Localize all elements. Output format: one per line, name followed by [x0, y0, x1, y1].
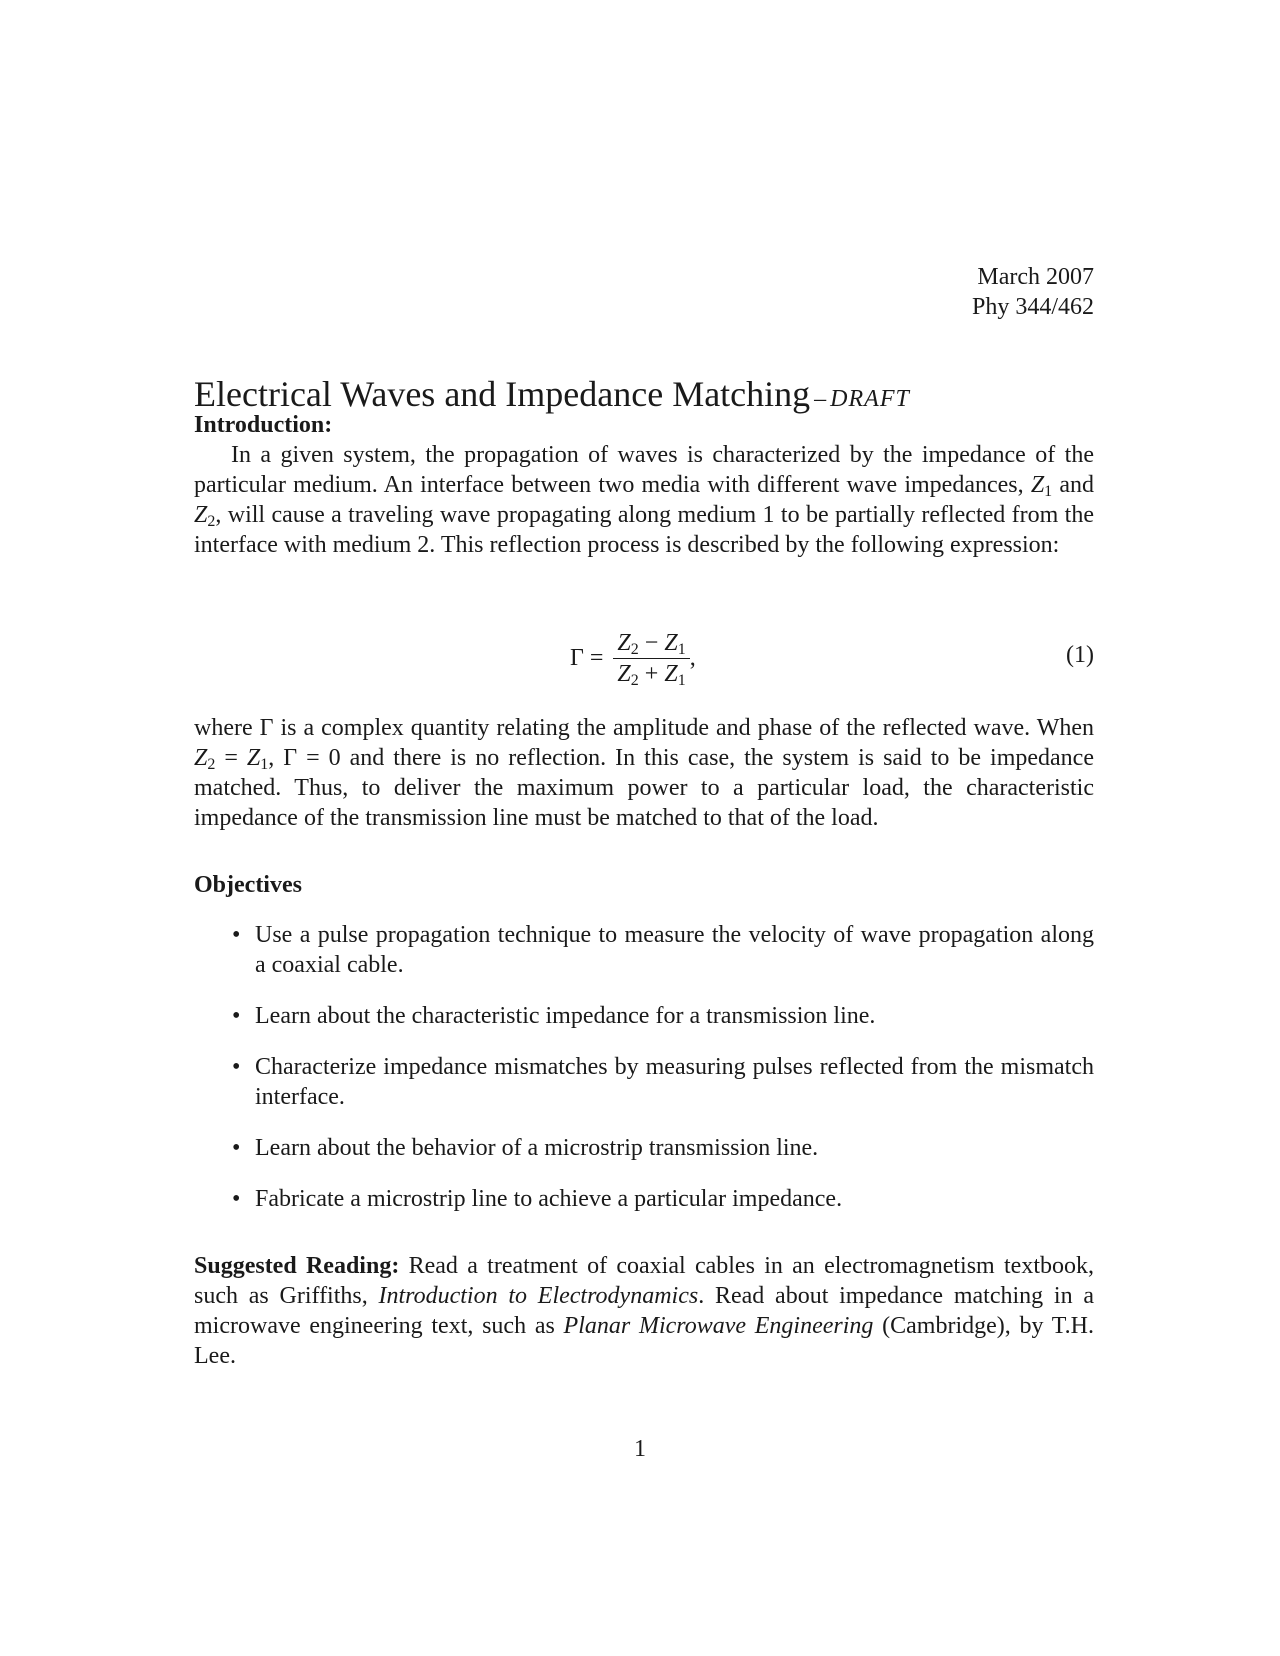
cond-equals: = [215, 745, 247, 771]
title-dash: – [814, 386, 827, 412]
num-operator: − [638, 629, 665, 656]
explanation-text-1: where Γ is a complex quantity relating the amplitude and phase of the reflected wave. When [194, 715, 1094, 741]
fraction-numerator [613, 628, 689, 659]
num-z1-sub: 1 [677, 640, 686, 658]
objectives-list [194, 920, 1094, 1214]
num-z2: Z [617, 629, 631, 656]
z2-subscript: 2 [207, 513, 216, 530]
reading-text-1: Read a treatment of coaxial cables in an electromagnetism textbook, such as Griffiths, [194, 1253, 1094, 1309]
title-main: Electrical Waves and Impedance Matching [194, 374, 811, 414]
explanation-text-2: and there is no reflection. In this case, the system is said to be impedance matched. Thus, to deliver the maximum power to a particular load, the characteristic impedance of the transmission line must be matched to that of the load. [194, 745, 1094, 831]
page-number: 1 [634, 1436, 646, 1462]
z1-symbol: Z [1030, 472, 1045, 498]
objective-text: Learn about the behavior of a microstrip transmission line. [255, 1135, 819, 1161]
introduction-section [194, 410, 1094, 560]
objective-text: Characterize impedance mismatches by measuring pulses reflected from the mismatch interface. [255, 1054, 1094, 1110]
explanation-paragraph [194, 713, 1094, 833]
reading-text-3: (Cambridge), by T.H. Lee. [194, 1313, 1095, 1369]
book-title-griffiths: Introduction to Electrodynamics [378, 1283, 699, 1309]
objectives-section [194, 870, 1094, 1235]
introduction-paragraph [194, 440, 1094, 560]
header-date: March 2007 [977, 264, 1094, 290]
z1-subscript: 1 [1044, 483, 1053, 500]
intro-and: and [1052, 472, 1094, 498]
list-item [194, 1133, 1094, 1163]
explanation-section [194, 713, 1094, 833]
bullet-icon: • [232, 1003, 241, 1029]
equation-body [570, 622, 696, 694]
list-item [194, 1184, 1094, 1214]
cond-z1-sub: 1 [260, 756, 269, 773]
num-z2-sub: 2 [630, 640, 639, 658]
reflection-equation [194, 622, 1094, 694]
introduction-heading: Introduction: [194, 412, 333, 438]
book-title-lee: Planar Microwave Engineering [563, 1313, 874, 1339]
equation-fraction [613, 628, 689, 689]
list-item [194, 1052, 1094, 1112]
list-item [194, 920, 1094, 980]
reading-paragraph [194, 1251, 1094, 1371]
den-z1: Z [664, 660, 678, 687]
intro-text-1: In a given system, the propagation of waves is characterized by the impedance of the particular medium. An interface between two media with different wave impedances, [194, 442, 1094, 498]
bullet-icon: • [232, 922, 241, 948]
intro-text-2: , will cause a traveling wave propagating along medium 1 to be partially reflected from the interface with medium 2. This reflection process is described by the following expression: [194, 502, 1094, 558]
z2-symbol: Z [194, 502, 208, 528]
reading-section [194, 1251, 1094, 1371]
bullet-icon: • [232, 1186, 241, 1212]
den-operator: + [638, 660, 665, 687]
objective-text: Use a pulse propagation technique to measure the velocity of wave propagation along a coaxial cable. [255, 922, 1094, 978]
document-header [972, 262, 1094, 322]
draft-label: DRAFT [830, 386, 910, 412]
objectives-heading: Objectives [194, 872, 302, 898]
equation-number: (1) [1066, 642, 1094, 668]
reading-heading: Suggested Reading: [194, 1253, 400, 1279]
num-z1: Z [664, 629, 678, 656]
bullet-icon: • [232, 1054, 241, 1080]
cond-z1: Z [246, 745, 261, 771]
cond-z2-sub: 2 [207, 756, 216, 773]
objective-text: Learn about the characteristic impedance for a transmission line. [255, 1003, 876, 1029]
den-z1-sub: 1 [677, 671, 686, 689]
fraction-denominator [613, 659, 689, 689]
list-item [194, 1001, 1094, 1031]
cond-gamma: , Γ = 0 [268, 745, 341, 771]
equation-lhs: Γ = [570, 644, 604, 671]
reading-text-2: . Read about impedance matching in a microwave engineering text, such as [194, 1283, 1094, 1339]
objective-text: Fabricate a microstrip line to achieve a particular impedance. [255, 1186, 843, 1212]
bullet-icon: • [232, 1135, 241, 1161]
header-course: Phy 344/462 [971, 294, 1094, 320]
cond-z2: Z [194, 745, 208, 771]
den-z2: Z [617, 660, 631, 687]
den-z2-sub: 2 [630, 671, 639, 689]
equation-comma: , [689, 645, 696, 671]
